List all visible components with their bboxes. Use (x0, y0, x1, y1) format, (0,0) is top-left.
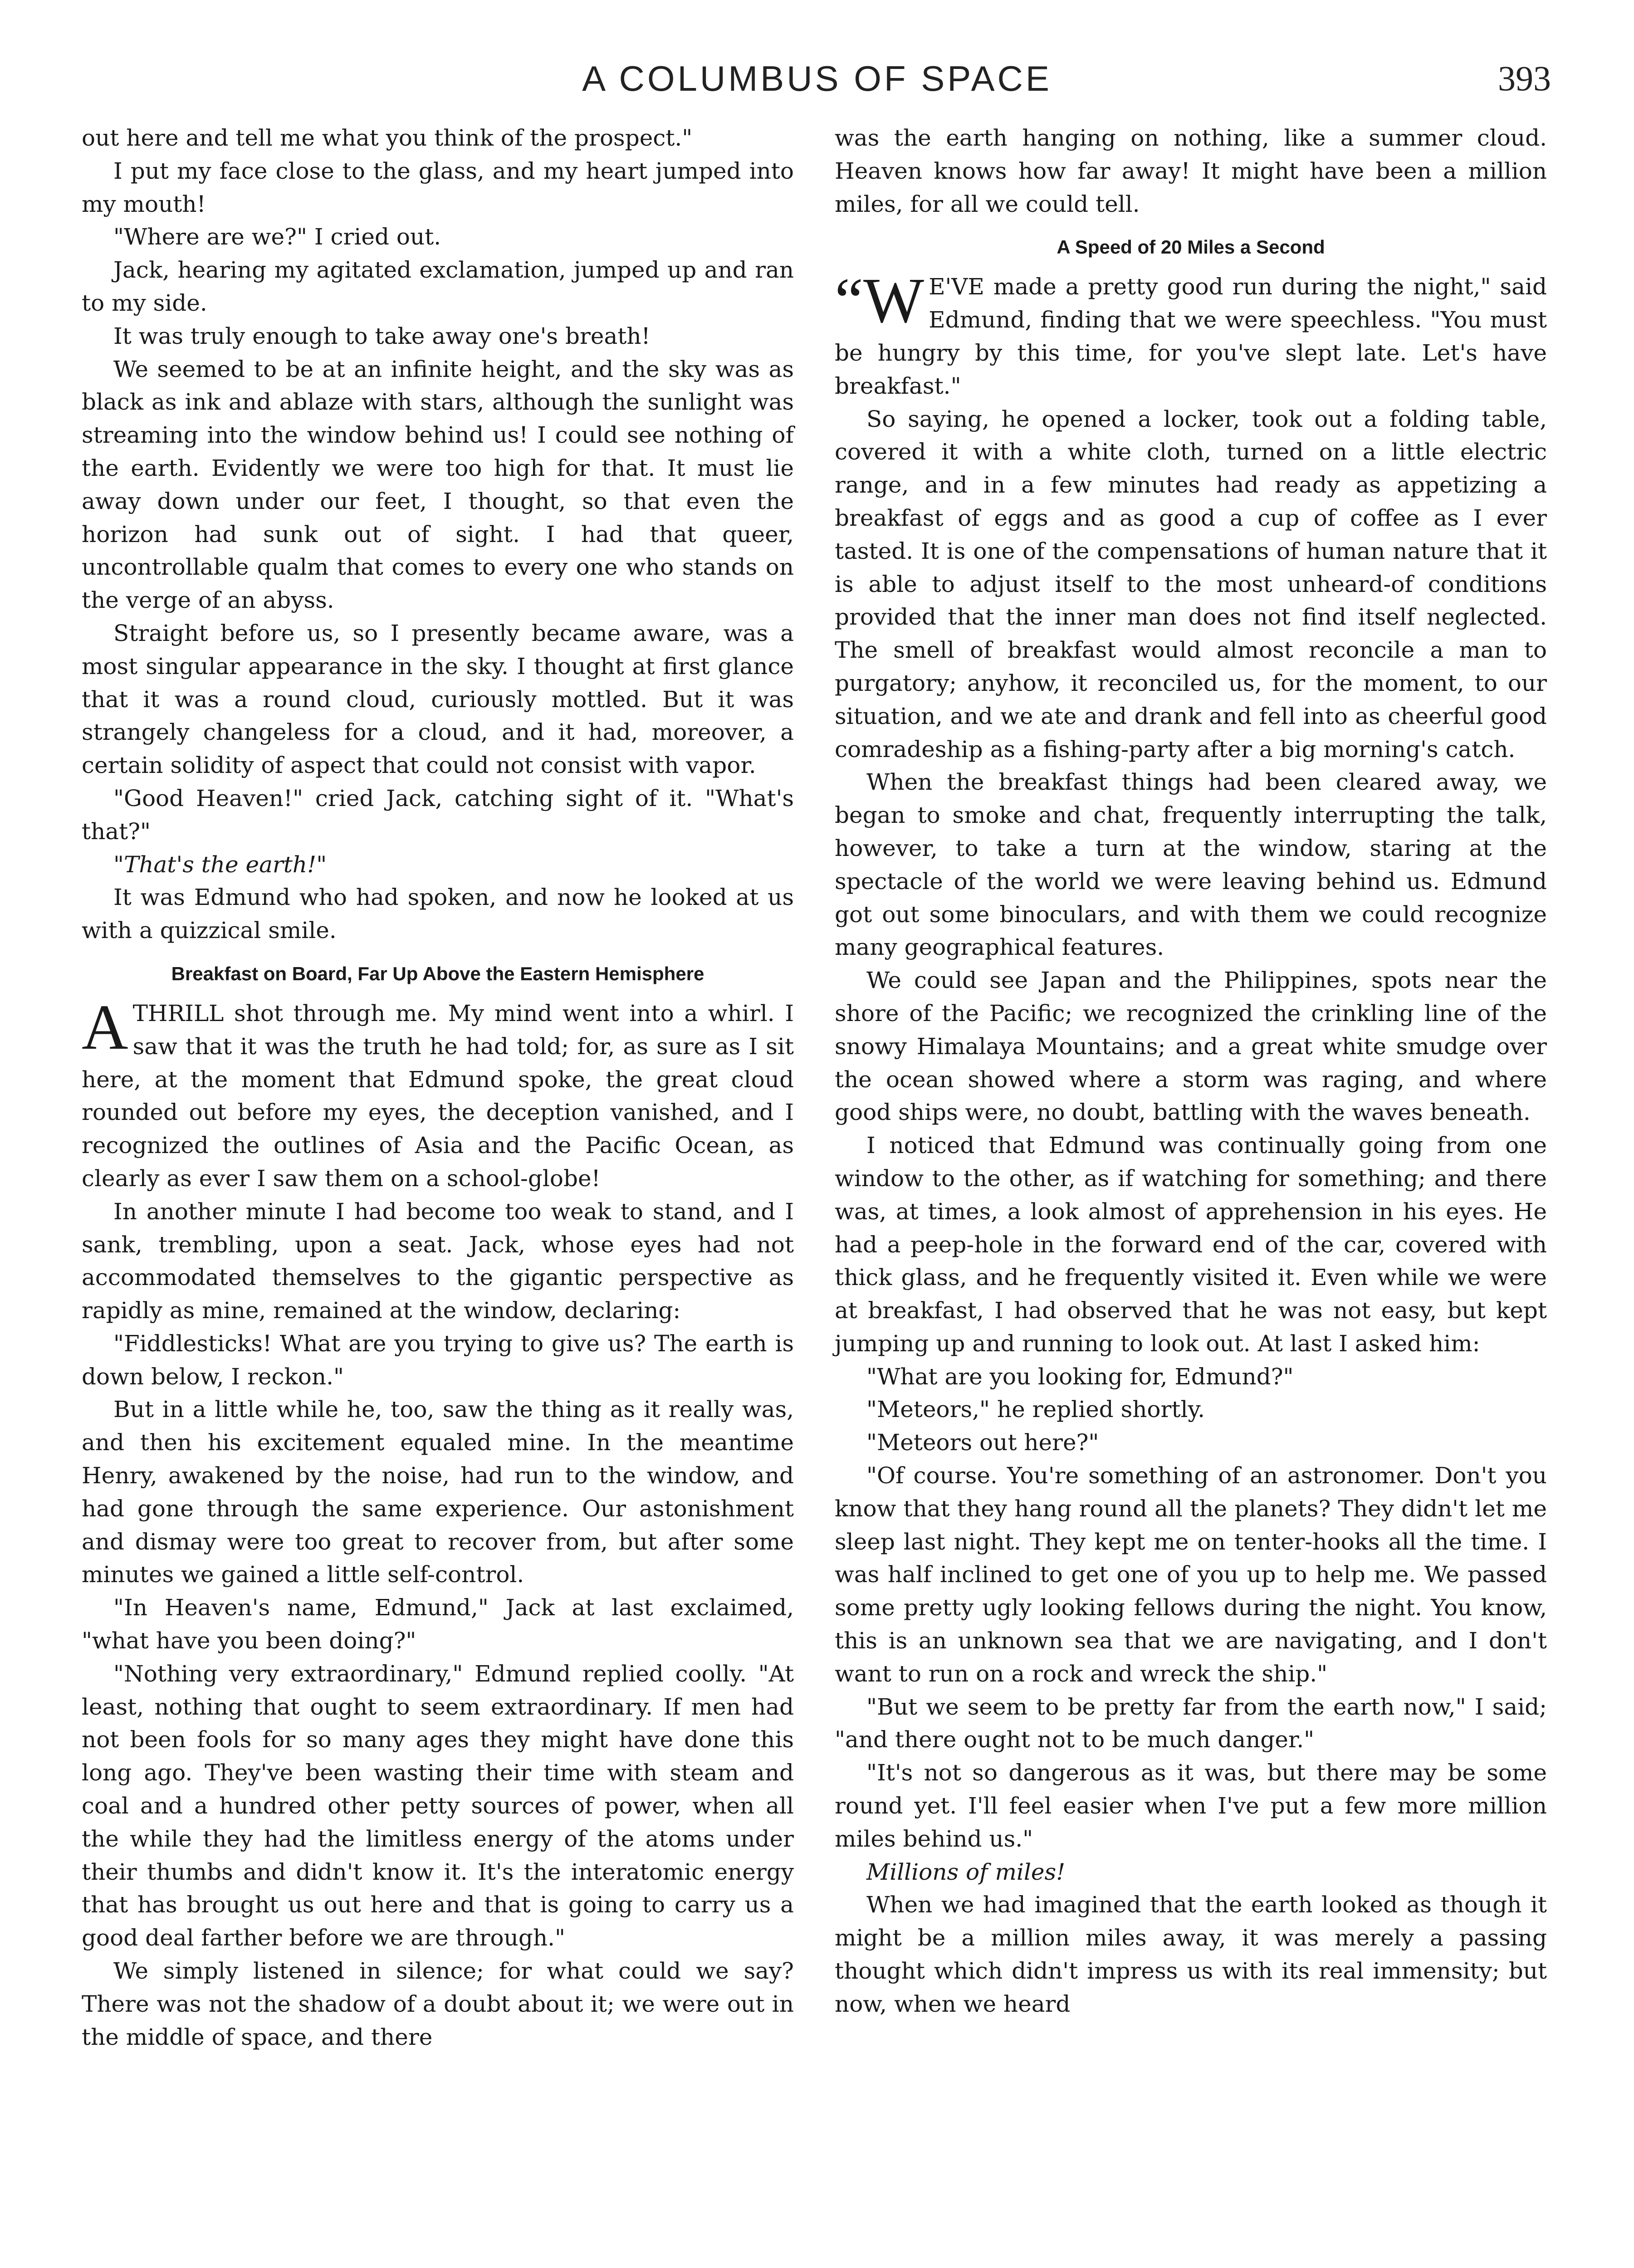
paragraph: When we had imagined that the earth looked as though it might be a million miles away, it was merely a passing thought which didn't impress us with its real immensity; but now, when we heard (835, 1892, 1547, 2017)
paragraph: "Meteors out here?" (866, 1429, 1099, 1456)
paragraph: When the breakfast things had been cleared away, we began to smoke and chat, frequently interrupting the talk, however, to take a turn at the window, staring at the spectacle of the world we were leaving behind us. Edmund got out some binoculars, and with them we could recognize many geographical features. (835, 769, 1547, 961)
paragraph: "Nothing very extraordinary," Edmund replied coolly. "At least, nothing that ought to seem extraordinary. If men had not been fools for so many ages they might have done this long ago. They've been wasting their time with steam and coal and a hundred other petty sources of power, when all the while they had the limitless energy of the atoms under their thumbs and didn't know it. It's the interatomic energy that has brought us out here and that is going to carry us a good deal farther before we are through." (82, 1660, 794, 1951)
paragraph: "It's not so dangerous as it was, but there may be some round yet. I'll feel easier when I've put a few more million miles behind us." (835, 1760, 1547, 1852)
right-column (835, 122, 1547, 2021)
paragraph: Straight before us, so I presently became aware, was a most singular appearance in the sky. I thought at first glance that it was a round cloud, curiously mottled. But it was strangely changeless for a cloud, and it had, moreover, a certain solidity of aspect that could not consist with vapor. (82, 620, 794, 779)
paragraph: "Meteors," he replied shortly. (866, 1396, 1205, 1423)
paragraph: Millions of miles! (866, 1858, 1066, 1885)
paragraph: It was Edmund who had spoken, and now he looked at us with a quizzical smile. (82, 884, 794, 944)
paragraph: But in a little while he, too, saw the thing as it really was, and then his excitement equaled mine. In the meantime Henry, awakened by the noise, had run to the window, and had gone through the same experience. Our astonishment and dismay were too great to recover from, but after some minutes we gained a little self-control. (82, 1396, 794, 1588)
paragraph: "That's the earth!" (113, 851, 327, 878)
paragraph: We simply listened in silence; for what could we say? There was not the shadow of a doubt about it; we were out in the middle of space, and there (82, 1958, 794, 2050)
paragraph: "Good Heaven!" cried Jack, catching sight of it. "What's that?" (82, 785, 794, 845)
paragraph (82, 991, 794, 1195)
paragraph: We seemed to be at an infinite height, and the sky was as black as ink and ablaze with stars, although the sunlight was streaming into the window behind us! I could see nothing of the earth. Evidently we were too high for that. It must lie away down under our feet, I thought, so that even the horizon had sunk out of sight. I had that queer, uncontrollable qualm that comes to every one who stands on the verge of an abyss. (82, 356, 794, 614)
paragraph: out here and tell me what you think of the prospect." (82, 125, 693, 151)
paragraph: was the earth hanging on nothing, like a summer cloud. Heaven knows how far away! It might have been a million miles, for all we could tell. (835, 125, 1547, 217)
drop-cap-quote: “ (835, 264, 864, 337)
paragraph: "Fiddlesticks! What are you trying to give us? The earth is down below, I reckon." (82, 1330, 794, 1390)
paragraph: "In Heaven's name, Edmund," Jack at last exclaimed, "what have you been doing?" (82, 1594, 794, 1654)
drop-cap (835, 264, 925, 337)
paragraph: "What are you looking for, Edmund?" (866, 1363, 1294, 1390)
left-column (82, 122, 794, 2053)
paragraph: I put my face close to the glass, and my heart jumped into my mouth! (82, 157, 794, 217)
page-number: 393 (1498, 59, 1551, 98)
drop-cap: A (82, 991, 128, 1063)
paragraph: "Where are we?" I cried out. (113, 224, 441, 250)
paragraph: I noticed that Edmund was continually going from one window to the other, as if watching for something; and there was, at times, a look almost of apprehension in his eyes. He had a peep-hole in the forward end of the car, covered with thick glass, and he frequently visited it. Even while we were at breakfast, I had observed that he was not easy, but kept jumping up and running to look out. At last I asked him: (835, 1132, 1547, 1357)
paragraph: "But we seem to be pretty far from the earth now," I said; "and there ought not to be much danger." (835, 1693, 1547, 1753)
paragraph: So saying, he opened a locker, took out a folding table, covered it with a white cloth, turned on a little electric range, and in a few minutes had ready as appetizing a breakfast of eggs and as good a cup of coffee as I ever tasted. It is one of the compensations of human nature that it is able to adjust itself to the most unheard-of conditions provided that the inner man does not find itself neglected. The smell of breakfast would almost reconcile a man to purgatory; anyhow, it reconciled us, for the moment, to our situation, and we ate and drank and fell into as cheerful good comradeship as a fishing-party after a big morning's catch. (835, 406, 1547, 763)
section-heading: Breakfast on Board, Far Up Above the Eastern Hemisphere (171, 963, 704, 984)
paragraph-text: E'VE made a pretty good run during the night," said Edmund, finding that we were speechless. "You must be hungry by this time, for you've slept late. Let's have breakfast." (835, 274, 1547, 399)
paragraph: "Of course. You're something of an astronomer. Don't you know that they hang round all the planets? They didn't let me sleep last night. They kept me on tenter-hooks all the time. I was half inclined to get one of you up to help me. We passed some pretty ugly looking fellows during the night. You know, this is an unknown sea that we are navigating, and I don't want to run on a rock and wreck the ship." (835, 1462, 1547, 1687)
paragraph: In another minute I had become too weak to stand, and I sank, trembling, upon a seat. Jack, whose eyes had not accommodated themselves to the gigantic perspective as rapidly as mine, remained at the window, declaring: (82, 1198, 794, 1324)
paragraph: It was truly enough to take away one's breath! (113, 323, 651, 349)
drop-cap-letter: W (863, 264, 925, 337)
section-heading: A Speed of 20 Miles a Second (1057, 236, 1325, 258)
paragraph: Jack, hearing my agitated exclamation, jumped up and ran to my side. (82, 257, 794, 316)
paragraph-text: THRILL shot through me. My mind went into a whirl. I saw that it was the truth he had told; for, as sure as I sit here, at the moment that Edmund spoke, the great cloud rounded out before my eyes, the deception vanished, and I recognized the outlines of Asia and the Pacific Ocean, as clearly as ever I saw them on a school-globe! (82, 1000, 794, 1192)
paragraph (835, 264, 1547, 402)
running-title: A COLUMBUS OF SPACE (582, 59, 1052, 98)
paragraph: We could see Japan and the Philippines, spots near the shore of the Pacific; we recognized the crinkling line of the snowy Himalaya Mountains; and a great white smudge over the ocean showed where a storm was raging, and where good ships were, no doubt, battling with the waves beneath. (835, 967, 1547, 1126)
